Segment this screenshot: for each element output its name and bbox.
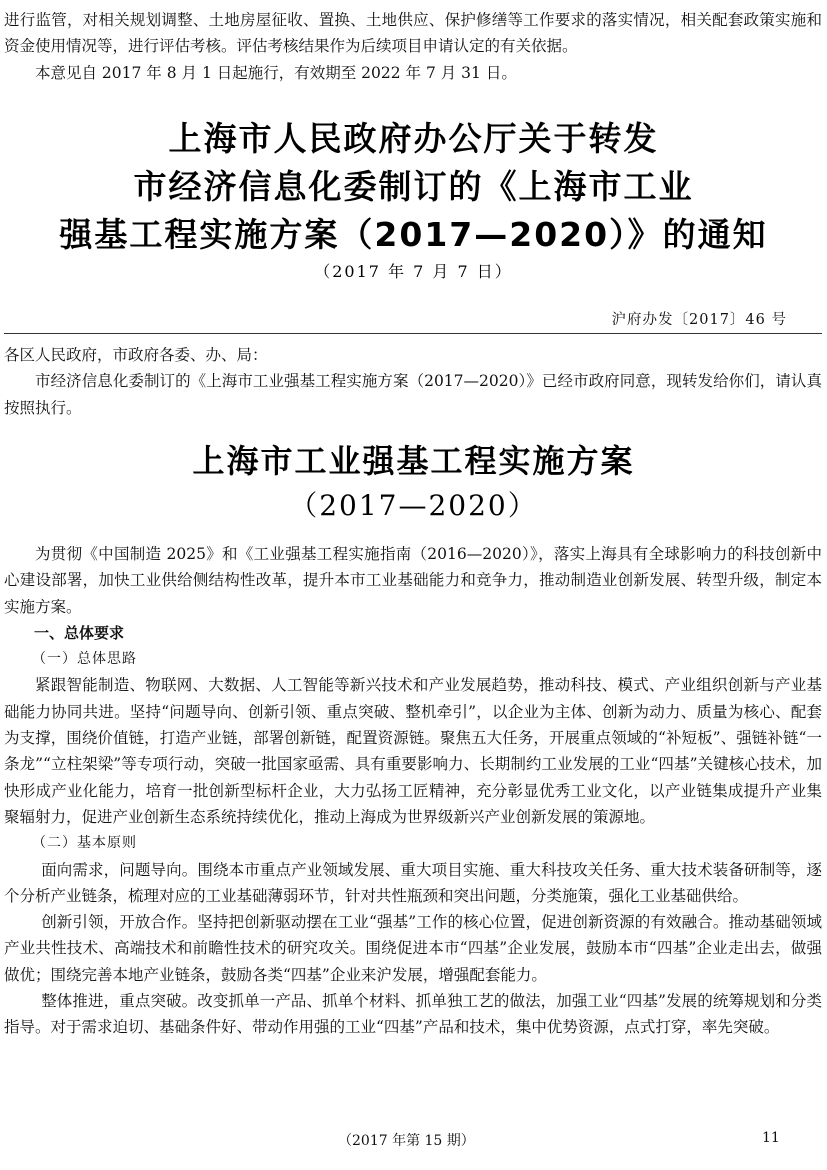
overall-approach-paragraph: 紧跟智能制造、物联网、大数据、人工智能等新兴技术和产业发展趋势，推动科技、模式、产业组织创新与产业基础能力协同共进。坚持“问题导向、创新引领、重点突破、整机牵引”，以企业为主体、创新为动力、质量为核心、配套为支撑，围绕价值链，打造产业链，部署创新链，配置资源链。聚焦五大任务，开展重点领域的“补短板”、强链补链“一条龙”“立柱架梁”等专项行动，突破一批国家亟需、具有重要影响力、长期制约工业发展的工业“四基”关键核心技术，加快形成产业化能力，培育一批创新型标杆企业，大力弘扬工匠精神，充分彰显优秀工业文化，以产业链集成提升产业集聚辐射力，促进产业创新生态系统持续优化，推动上海成为世界级新兴产业创新发展的策源地。 — [4, 676, 822, 826]
recipients: 各区人民政府，市政府各委、办、局： — [4, 346, 268, 364]
subsection-heading-1: （一）总体思路 — [32, 651, 137, 668]
principle-paragraph-2: 创新引领，开放合作。坚持把创新驱动摆在工业“强基”工作的核心位置，促进创新资源的有效融合。推动基础领域产业共性技术、高端技术和前瞻性技术的研究攻关。围绕促进本市“四基”企业发展，鼓励本市“四基”企业走出去，做强做优；围绕完善本地产业链条，鼓励各类“四基”企业来沪发展，增强配套能力。 — [4, 913, 822, 984]
previous-article-fragment — [4, 7, 822, 86]
principle-paragraph-3: 整体推进，重点突破。改变抓单一产品、抓单个材料、抓单独工艺的做法，加强工业“四基”发展的统筹规划和分类指导。对于需求迫切、基础条件好、带动作用强的工业“四基”产品和技术，集中优势资源，点式打穿，率先突破。 — [4, 992, 822, 1037]
effective-date-paragraph: 本意见自 2017 年 8 月 1 日起施行，有效期至 2022 年 7 月 31 日。 — [35, 63, 517, 82]
notice-date: （2017 年 7 月 7 日） — [314, 262, 513, 281]
notice-title-line-3: 强基工程实施方案（2017—2020）》的通知 — [59, 215, 768, 254]
plan-body — [4, 541, 822, 1041]
principle-paragraph-1: 面向需求，问题导向。围绕本市重点产业领域发展、重大项目实施、重大科技攻关任务、重大技术装备研制等，逐个分析产业链条，梳理对应的工业基础薄弱环节，针对共性瓶颈和突出问题，分类施策，强化工业基础供给。 — [4, 860, 822, 905]
plan-title-text: 上海市工业强基工程实施方案 — [192, 442, 635, 480]
document-number: 沪府办发〔2017〕46 号 — [611, 312, 787, 328]
fragment-paragraph: 进行监管，对相关规划调整、土地房屋征收、置换、土地供应、保护修缮等工作要求的落实情况，相关配套政策实施和资金使用情况等，进行评估考核。评估考核结果作为后续项目申请认定的有关依据。 — [4, 11, 822, 56]
notice-title — [0, 115, 827, 282]
divider-line — [4, 333, 822, 334]
issue-label: （2017 年第 15 期） — [338, 1133, 475, 1149]
section-heading-1: 一、总体要求 — [34, 623, 125, 642]
plan-title — [0, 438, 827, 528]
plan-years: （2017—2020） — [289, 489, 538, 522]
notice-body — [4, 342, 822, 421]
notice-title-line-1: 上海市人民政府办公厅关于转发 — [168, 119, 659, 158]
intro-paragraph: 为贯彻《中国制造 2025》和《工业强基工程实施指南（2016—2020）》，落实上海具有全球影响力的科技创新中心建设部署，加快工业供给侧结构性改革，提升本市工业基础能力和竞争力，推动制造业创新发展、转型升级，制定本实施方案。 — [4, 545, 822, 616]
page-number: 11 — [762, 1130, 780, 1146]
notice-paragraph: 市经济信息化委制订的《上海市工业强基工程实施方案（2017—2020）》已经市政府同意，现转发给你们，请认真按照执行。 — [4, 372, 822, 417]
subsection-heading-2: （二）基本原则 — [32, 835, 137, 852]
notice-title-line-2: 市经济信息化委制订的《上海市工业 — [133, 167, 694, 206]
